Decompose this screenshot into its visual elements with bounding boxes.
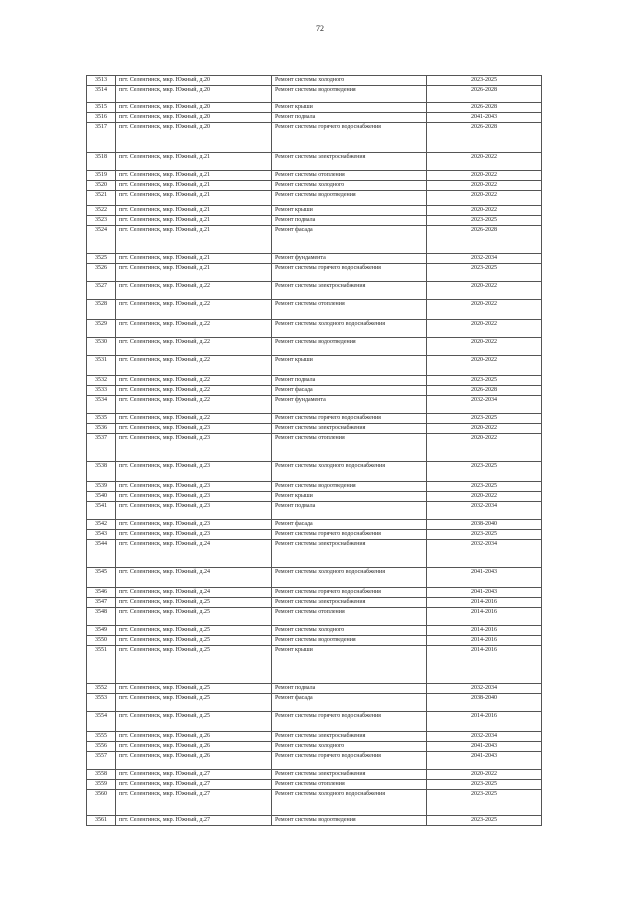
- address-cell: пгт. Селенгинск, мкр. Южный, д.22: [116, 356, 272, 376]
- table-row: [87, 320, 542, 338]
- period-cell: 2014-2016: [427, 646, 542, 684]
- address-cell: пгт. Селенгинск, мкр. Южный, д.27: [116, 780, 272, 790]
- work-type-cell: Ремонт системы отопления: [272, 608, 427, 626]
- address-cell: пгт. Селенгинск, мкр. Южный, д.23: [116, 502, 272, 520]
- address-cell: пгт. Селенгинск, мкр. Южный, д.25: [116, 712, 272, 732]
- work-type-cell: Ремонт системы отопления: [272, 780, 427, 790]
- period-cell: 2023-2025: [427, 816, 542, 826]
- page-number: 72: [316, 24, 324, 33]
- period-cell: 2020-2022: [427, 424, 542, 434]
- table-row: [87, 338, 542, 356]
- row-number-cell: 3516: [87, 113, 116, 123]
- work-type-cell: Ремонт системы горячего водоснабжения: [272, 752, 427, 770]
- table-row: [87, 742, 542, 752]
- address-cell: пгт. Селенгинск, мкр. Южный, д.24: [116, 568, 272, 588]
- table-row: [87, 300, 542, 320]
- row-number-cell: 3538: [87, 462, 116, 482]
- address-cell: пгт. Селенгинск, мкр. Южный, д.26: [116, 732, 272, 742]
- work-type-cell: Ремонт крыши: [272, 103, 427, 113]
- work-type-cell: Ремонт системы электроснабжения: [272, 540, 427, 568]
- work-type-cell: Ремонт системы отопления: [272, 434, 427, 462]
- row-number-cell: 3544: [87, 540, 116, 568]
- period-cell: 2041-2043: [427, 742, 542, 752]
- row-number-cell: 3522: [87, 206, 116, 216]
- period-cell: 2023-2025: [427, 530, 542, 540]
- work-type-cell: Ремонт крыши: [272, 356, 427, 376]
- address-cell: пгт. Селенгинск, мкр. Южный, д.22: [116, 396, 272, 414]
- table-row: [87, 264, 542, 282]
- period-cell: 2041-2043: [427, 568, 542, 588]
- work-type-cell: Ремонт фундамента: [272, 396, 427, 414]
- period-cell: 2020-2022: [427, 300, 542, 320]
- period-cell: 2026-2028: [427, 386, 542, 396]
- table-row: [87, 530, 542, 540]
- address-cell: пгт. Селенгинск, мкр. Южный, д.23: [116, 434, 272, 462]
- table-row: [87, 626, 542, 636]
- address-cell: пгт. Селенгинск, мкр. Южный, д.25: [116, 626, 272, 636]
- work-type-cell: Ремонт системы холодного водоснабжения: [272, 320, 427, 338]
- period-cell: 2041-2043: [427, 752, 542, 770]
- address-cell: пгт. Селенгинск, мкр. Южный, д.21: [116, 254, 272, 264]
- period-cell: 2023-2025: [427, 376, 542, 386]
- table-row: [87, 254, 542, 264]
- row-number-cell: 3526: [87, 264, 116, 282]
- period-cell: 2023-2025: [427, 790, 542, 816]
- address-cell: пгт. Селенгинск, мкр. Южный, д.23: [116, 492, 272, 502]
- table-row: [87, 646, 542, 684]
- period-cell: 2020-2022: [427, 356, 542, 376]
- address-cell: пгт. Селенгинск, мкр. Южный, д.21: [116, 181, 272, 191]
- work-type-cell: Ремонт фасада: [272, 386, 427, 396]
- row-number-cell: 3555: [87, 732, 116, 742]
- period-cell: 2023-2025: [427, 462, 542, 482]
- period-cell: 2032-2034: [427, 502, 542, 520]
- row-number-cell: 3548: [87, 608, 116, 626]
- table-row: [87, 790, 542, 816]
- row-number-cell: 3553: [87, 694, 116, 712]
- row-number-cell: 3535: [87, 414, 116, 424]
- table-row: [87, 540, 542, 568]
- work-type-cell: Ремонт системы горячего водоснабжения: [272, 530, 427, 540]
- table-row: [87, 424, 542, 434]
- address-cell: пгт. Селенгинск, мкр. Южный, д.23: [116, 462, 272, 482]
- address-cell: пгт. Селенгинск, мкр. Южный, д.25: [116, 684, 272, 694]
- work-type-cell: Ремонт фасада: [272, 694, 427, 712]
- table-row: [87, 376, 542, 386]
- row-number-cell: 3514: [87, 86, 116, 103]
- row-number-cell: 3521: [87, 191, 116, 206]
- work-type-cell: Ремонт подвала: [272, 216, 427, 226]
- period-cell: 2023-2025: [427, 264, 542, 282]
- address-cell: пгт. Селенгинск, мкр. Южный, д.20: [116, 103, 272, 113]
- row-number-cell: 3517: [87, 123, 116, 153]
- address-cell: пгт. Селенгинск, мкр. Южный, д.24: [116, 588, 272, 598]
- work-type-cell: Ремонт системы отопления: [272, 171, 427, 181]
- work-type-cell: Ремонт системы холодного водоснабжения: [272, 462, 427, 482]
- table-row: [87, 732, 542, 742]
- period-cell: 2023-2025: [427, 76, 542, 86]
- work-type-cell: Ремонт подвала: [272, 113, 427, 123]
- address-cell: пгт. Селенгинск, мкр. Южный, д.22: [116, 320, 272, 338]
- work-type-cell: Ремонт системы горячего водоснабжения: [272, 588, 427, 598]
- period-cell: 2038-2040: [427, 520, 542, 530]
- table-row: [87, 434, 542, 462]
- row-number-cell: 3537: [87, 434, 116, 462]
- row-number-cell: 3529: [87, 320, 116, 338]
- address-cell: пгт. Селенгинск, мкр. Южный, д.23: [116, 482, 272, 492]
- address-cell: пгт. Селенгинск, мкр. Южный, д.22: [116, 282, 272, 300]
- address-cell: пгт. Селенгинск, мкр. Южный, д.22: [116, 338, 272, 356]
- work-type-cell: Ремонт системы горячего водоснабжения: [272, 414, 427, 424]
- work-type-cell: Ремонт системы водоотведения: [272, 191, 427, 206]
- table-row: [87, 123, 542, 153]
- row-number-cell: 3541: [87, 502, 116, 520]
- period-cell: 2032-2034: [427, 732, 542, 742]
- period-cell: 2020-2022: [427, 320, 542, 338]
- table-row: [87, 608, 542, 626]
- table-row: [87, 282, 542, 300]
- period-cell: 2020-2022: [427, 153, 542, 171]
- row-number-cell: 3533: [87, 386, 116, 396]
- address-cell: пгт. Селенгинск, мкр. Южный, д.20: [116, 113, 272, 123]
- row-number-cell: 3531: [87, 356, 116, 376]
- work-type-cell: Ремонт системы электроснабжения: [272, 153, 427, 171]
- address-cell: пгт. Селенгинск, мкр. Южный, д.24: [116, 540, 272, 568]
- period-cell: 2014-2016: [427, 712, 542, 732]
- period-cell: 2020-2022: [427, 338, 542, 356]
- address-cell: пгт. Селенгинск, мкр. Южный, д.21: [116, 264, 272, 282]
- period-cell: 2020-2022: [427, 171, 542, 181]
- period-cell: 2023-2025: [427, 414, 542, 424]
- period-cell: 2032-2034: [427, 396, 542, 414]
- table-row: [87, 113, 542, 123]
- period-cell: 2023-2025: [427, 482, 542, 492]
- period-cell: 2032-2034: [427, 684, 542, 694]
- table-row: [87, 780, 542, 790]
- row-number-cell: 3542: [87, 520, 116, 530]
- row-number-cell: 3549: [87, 626, 116, 636]
- address-cell: пгт. Селенгинск, мкр. Южный, д.25: [116, 646, 272, 684]
- work-type-cell: Ремонт системы водоотведения: [272, 816, 427, 826]
- works-table-body: [87, 76, 542, 826]
- period-cell: 2026-2028: [427, 123, 542, 153]
- address-cell: пгт. Селенгинск, мкр. Южный, д.22: [116, 386, 272, 396]
- table-row: [87, 598, 542, 608]
- period-cell: 2020-2022: [427, 770, 542, 780]
- address-cell: пгт. Селенгинск, мкр. Южный, д.21: [116, 216, 272, 226]
- row-number-cell: 3527: [87, 282, 116, 300]
- row-number-cell: 3524: [87, 226, 116, 254]
- row-number-cell: 3523: [87, 216, 116, 226]
- work-type-cell: Ремонт системы холодного: [272, 742, 427, 752]
- work-type-cell: Ремонт подвала: [272, 376, 427, 386]
- address-cell: пгт. Селенгинск, мкр. Южный, д.25: [116, 694, 272, 712]
- work-type-cell: Ремонт системы электроснабжения: [272, 770, 427, 780]
- period-cell: 2023-2025: [427, 216, 542, 226]
- address-cell: пгт. Селенгинск, мкр. Южный, д.26: [116, 752, 272, 770]
- table-row: [87, 520, 542, 530]
- address-cell: пгт. Селенгинск, мкр. Южный, д.27: [116, 770, 272, 780]
- work-type-cell: Ремонт подвала: [272, 502, 427, 520]
- period-cell: 2014-2016: [427, 608, 542, 626]
- work-type-cell: Ремонт системы электроснабжения: [272, 282, 427, 300]
- address-cell: пгт. Селенгинск, мкр. Южный, д.27: [116, 816, 272, 826]
- row-number-cell: 3515: [87, 103, 116, 113]
- period-cell: 2020-2022: [427, 434, 542, 462]
- address-cell: пгт. Селенгинск, мкр. Южный, д.25: [116, 636, 272, 646]
- row-number-cell: 3543: [87, 530, 116, 540]
- table-row: [87, 694, 542, 712]
- address-cell: пгт. Селенгинск, мкр. Южный, д.25: [116, 608, 272, 626]
- table-row: [87, 103, 542, 113]
- row-number-cell: 3530: [87, 338, 116, 356]
- address-cell: пгт. Селенгинск, мкр. Южный, д.27: [116, 790, 272, 816]
- work-type-cell: Ремонт системы водоотведения: [272, 86, 427, 103]
- row-number-cell: 3534: [87, 396, 116, 414]
- table-row: [87, 462, 542, 482]
- address-cell: пгт. Селенгинск, мкр. Южный, д.21: [116, 153, 272, 171]
- address-cell: пгт. Селенгинск, мкр. Южный, д.22: [116, 414, 272, 424]
- table-row: [87, 181, 542, 191]
- period-cell: 2041-2043: [427, 588, 542, 598]
- address-cell: пгт. Селенгинск, мкр. Южный, д.23: [116, 530, 272, 540]
- address-cell: пгт. Селенгинск, мкр. Южный, д.20: [116, 86, 272, 103]
- work-type-cell: Ремонт крыши: [272, 646, 427, 684]
- work-type-cell: Ремонт системы электроснабжения: [272, 424, 427, 434]
- table-row: [87, 206, 542, 216]
- period-cell: 2014-2016: [427, 598, 542, 608]
- table-row: [87, 568, 542, 588]
- row-number-cell: 3559: [87, 780, 116, 790]
- work-type-cell: Ремонт крыши: [272, 492, 427, 502]
- row-number-cell: 3518: [87, 153, 116, 171]
- period-cell: 2026-2028: [427, 86, 542, 103]
- works-table: [86, 75, 542, 826]
- row-number-cell: 3532: [87, 376, 116, 386]
- table-row: [87, 216, 542, 226]
- row-number-cell: 3519: [87, 171, 116, 181]
- period-cell: 2023-2025: [427, 780, 542, 790]
- period-cell: 2020-2022: [427, 282, 542, 300]
- address-cell: пгт. Селенгинск, мкр. Южный, д.26: [116, 742, 272, 752]
- address-cell: пгт. Селенгинск, мкр. Южный, д.21: [116, 171, 272, 181]
- work-type-cell: Ремонт фасада: [272, 226, 427, 254]
- address-cell: пгт. Селенгинск, мкр. Южный, д.22: [116, 300, 272, 320]
- period-cell: 2020-2022: [427, 181, 542, 191]
- address-cell: пгт. Селенгинск, мкр. Южный, д.25: [116, 598, 272, 608]
- table-row: [87, 636, 542, 646]
- address-cell: пгт. Селенгинск, мкр. Южный, д.22: [116, 376, 272, 386]
- row-number-cell: 3540: [87, 492, 116, 502]
- table-row: [87, 712, 542, 732]
- address-cell: пгт. Селенгинск, мкр. Южный, д.20: [116, 123, 272, 153]
- row-number-cell: 3547: [87, 598, 116, 608]
- work-type-cell: Ремонт системы электроснабжения: [272, 598, 427, 608]
- work-type-cell: Ремонт системы холодного: [272, 181, 427, 191]
- table-row: [87, 226, 542, 254]
- address-cell: пгт. Селенгинск, мкр. Южный, д.21: [116, 191, 272, 206]
- period-cell: 2026-2028: [427, 226, 542, 254]
- period-cell: 2038-2040: [427, 694, 542, 712]
- work-type-cell: Ремонт системы электроснабжения: [272, 732, 427, 742]
- table-row: [87, 396, 542, 414]
- table-row: [87, 752, 542, 770]
- table-row: [87, 171, 542, 181]
- address-cell: пгт. Селенгинск, мкр. Южный, д.23: [116, 424, 272, 434]
- table-row: [87, 588, 542, 598]
- table-row: [87, 386, 542, 396]
- table-row: [87, 482, 542, 492]
- work-type-cell: Ремонт подвала: [272, 684, 427, 694]
- table-row: [87, 816, 542, 826]
- row-number-cell: 3545: [87, 568, 116, 588]
- row-number-cell: 3546: [87, 588, 116, 598]
- table-row: [87, 153, 542, 171]
- row-number-cell: 3554: [87, 712, 116, 732]
- table-row: [87, 770, 542, 780]
- work-type-cell: Ремонт системы горячего водоснабжения: [272, 123, 427, 153]
- address-cell: пгт. Селенгинск, мкр. Южный, д.20: [116, 76, 272, 86]
- row-number-cell: 3552: [87, 684, 116, 694]
- address-cell: пгт. Селенгинск, мкр. Южный, д.21: [116, 206, 272, 216]
- work-type-cell: Ремонт системы горячего водоснабжения: [272, 264, 427, 282]
- row-number-cell: 3513: [87, 76, 116, 86]
- address-cell: пгт. Селенгинск, мкр. Южный, д.23: [116, 520, 272, 530]
- table-row: [87, 86, 542, 103]
- work-type-cell: Ремонт системы холодного: [272, 626, 427, 636]
- table-row: [87, 356, 542, 376]
- row-number-cell: 3561: [87, 816, 116, 826]
- row-number-cell: 3525: [87, 254, 116, 264]
- period-cell: 2014-2016: [427, 626, 542, 636]
- table-row: [87, 76, 542, 86]
- period-cell: 2020-2022: [427, 191, 542, 206]
- row-number-cell: 3560: [87, 790, 116, 816]
- work-type-cell: Ремонт фасада: [272, 520, 427, 530]
- work-type-cell: Ремонт системы холодного водоснабжения: [272, 568, 427, 588]
- period-cell: 2020-2022: [427, 206, 542, 216]
- row-number-cell: 3556: [87, 742, 116, 752]
- row-number-cell: 3550: [87, 636, 116, 646]
- work-type-cell: Ремонт системы холодного: [272, 76, 427, 86]
- period-cell: 2032-2034: [427, 540, 542, 568]
- work-type-cell: Ремонт системы холодного водоснабжения: [272, 790, 427, 816]
- table-row: [87, 492, 542, 502]
- address-cell: пгт. Селенгинск, мкр. Южный, д.21: [116, 226, 272, 254]
- row-number-cell: 3557: [87, 752, 116, 770]
- row-number-cell: 3539: [87, 482, 116, 492]
- work-type-cell: Ремонт системы водоотведения: [272, 636, 427, 646]
- period-cell: 2026-2028: [427, 103, 542, 113]
- table-row: [87, 191, 542, 206]
- table-row: [87, 684, 542, 694]
- period-cell: 2020-2022: [427, 492, 542, 502]
- work-type-cell: Ремонт системы водоотведения: [272, 482, 427, 492]
- period-cell: 2032-2034: [427, 254, 542, 264]
- row-number-cell: 3520: [87, 181, 116, 191]
- table-row: [87, 502, 542, 520]
- row-number-cell: 3551: [87, 646, 116, 684]
- work-type-cell: Ремонт системы водоотведения: [272, 338, 427, 356]
- row-number-cell: 3536: [87, 424, 116, 434]
- period-cell: 2041-2043: [427, 113, 542, 123]
- period-cell: 2014-2016: [427, 636, 542, 646]
- work-type-cell: Ремонт крыши: [272, 206, 427, 216]
- table-row: [87, 414, 542, 424]
- row-number-cell: 3558: [87, 770, 116, 780]
- row-number-cell: 3528: [87, 300, 116, 320]
- work-type-cell: Ремонт системы отопления: [272, 300, 427, 320]
- work-type-cell: Ремонт системы горячего водоснабжения: [272, 712, 427, 732]
- work-type-cell: Ремонт фундамента: [272, 254, 427, 264]
